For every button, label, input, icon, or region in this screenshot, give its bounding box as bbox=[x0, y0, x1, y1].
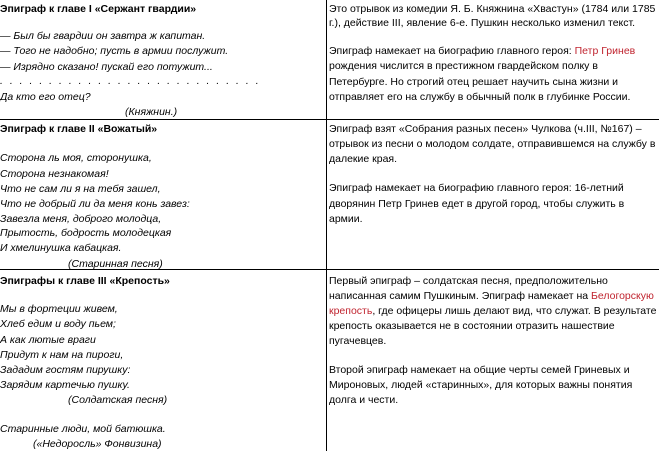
row2-right-cell bbox=[329, 120, 659, 269]
petr-grinev-link[interactable]: Петр Гринев bbox=[574, 45, 636, 57]
poem-line: — Изрядно сказано! пускай его потужит... bbox=[0, 61, 213, 73]
poem-line: Хлеб едим и воду пьем; bbox=[0, 318, 116, 330]
poem-line: Придут к нам на пироги, bbox=[0, 349, 124, 361]
row2-left-cell bbox=[0, 120, 326, 269]
row1-left-cell bbox=[0, 0, 326, 119]
commentary-line: пугачевцев. bbox=[329, 335, 387, 347]
poem-line: Сторона незнакомая! bbox=[0, 168, 109, 180]
commentary-line: Эпиграф намекает на биографию главного героя: Петр Гринев bbox=[329, 45, 636, 57]
poem-line: Старинные люди, мой батюшка. bbox=[0, 423, 166, 435]
commentary-line: Второй эпиграф намекает на общие черты семей Гриневых и bbox=[329, 364, 630, 376]
commentary-line: написанная самим Пушкиным. Эпиграф намекает на Белогорскую bbox=[329, 290, 654, 302]
poem-line: — Того не надобно; пусть в армии послужит. bbox=[0, 45, 229, 57]
commentary-line: крепость оказывается не в состоянии отразить нашествие bbox=[329, 320, 615, 332]
commentary-line: Первый эпиграф – солдатская песня, предположительно bbox=[329, 275, 608, 287]
poem-line: Мы в фортеции живем, bbox=[0, 303, 118, 315]
row1-right-cell bbox=[329, 0, 659, 119]
chapter1-heading: Эпиграф к главе I «Сержант гвардии» bbox=[0, 3, 197, 15]
commentary-line: далекие края. bbox=[329, 153, 398, 165]
chapter2-heading: Эпиграф к главе II «Вожатый» bbox=[0, 123, 158, 135]
poem-source: (Солдатская песня) bbox=[68, 394, 168, 406]
poem-line: Да кто его отец? bbox=[0, 91, 91, 103]
column-divider bbox=[326, 0, 327, 451]
poem-line: Зададим гостям пирушку: bbox=[0, 364, 131, 376]
commentary-line: г.), действие III, явление 6-е. Пушкин несколько изменил текст. bbox=[329, 17, 636, 29]
poem-source: («Недоросль» Фонвизина) bbox=[33, 438, 162, 450]
commentary-line: дворянин Петр Гринев едет в другой город, чтобы служить в bbox=[329, 198, 625, 210]
row3-left-cell bbox=[0, 270, 326, 451]
commentary-line: отправляет его на службу в обычный полк в глубинке России. bbox=[329, 91, 631, 103]
chapter3-heading: Эпиграфы к главе III «Крепость» bbox=[0, 275, 170, 287]
row3-right-cell bbox=[329, 270, 659, 451]
poem-line: А как лютые враги bbox=[0, 334, 96, 346]
poem-line: Сторона ль моя, сторонушка, bbox=[0, 152, 152, 164]
poem-source: (Старинная песня) bbox=[68, 258, 163, 269]
commentary-line: армии. bbox=[329, 213, 363, 225]
commentary-line: отрывок из песни о молодом солдате, отправившемся на службу в bbox=[329, 138, 656, 150]
poem-line: — Был бы гвардии он завтра ж капитан. bbox=[0, 30, 206, 42]
commentary-line: Мироновых, людей «старинных», для которых важны понятия bbox=[329, 379, 633, 391]
belogorsk-fortress-link[interactable]: Белогорскую bbox=[591, 290, 654, 302]
poem-line: Что не сам ли я на тебя зашел, bbox=[0, 183, 161, 195]
commentary-line: Эпиграф взят «Собрания разных песен» Чулкова (ч.III, №167) – bbox=[329, 123, 642, 135]
commentary-line: долга и чести. bbox=[329, 394, 399, 406]
ellipsis-line: . . . . . . . . . . . . . . . . . . . . . . . . . . . bbox=[0, 75, 261, 87]
commentary-line: рождения числится в престижном гвардейском полку в bbox=[329, 60, 598, 72]
poem-line: Прытость, бодрость молодецкая bbox=[0, 227, 172, 239]
poem-line: Завезла меня, доброго молодца, bbox=[0, 213, 162, 225]
poem-line: И хмелинушка кабацкая. bbox=[0, 242, 122, 254]
fortress-link[interactable]: крепость bbox=[329, 305, 373, 317]
commentary-line: Петербурге. Но строгий отец решает научить сына жизни и bbox=[329, 76, 619, 88]
poem-line: Что не добрый ли да меня конь завез: bbox=[0, 198, 190, 210]
commentary-line: Эпиграф намекает на биографию главного героя: 16-летний bbox=[329, 182, 624, 194]
commentary-line: Это отрывок из комедии Я. Б. Княжнина «Хвастун» (1784 или 1785 bbox=[329, 3, 656, 15]
poem-source: (Княжнин.) bbox=[125, 106, 178, 118]
poem-line: Зарядим картечью пушку. bbox=[0, 379, 130, 391]
commentary-line: крепость, где офицеры лишь делают вид, что служат. В результате bbox=[329, 305, 657, 317]
